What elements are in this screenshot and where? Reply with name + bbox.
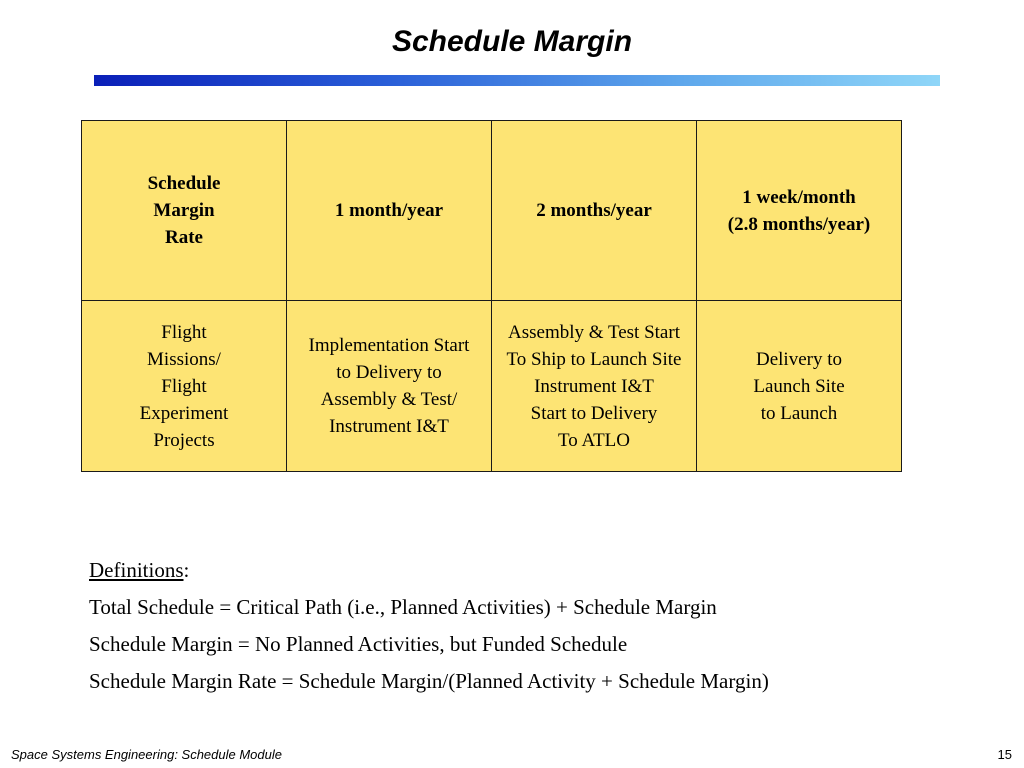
header-cell-1-week-month: 1 week/month (2.8 months/year) xyxy=(697,121,902,301)
header-cell-rate-label: Schedule Margin Rate xyxy=(82,121,287,301)
table-body-row xyxy=(82,301,902,472)
definitions-block xyxy=(89,552,769,700)
footer-page-number: 15 xyxy=(997,747,1012,762)
definitions-heading-line xyxy=(89,552,769,589)
body-cell-implementation-start: Implementation Start to Delivery to Assembly & Test/ Instrument I&T xyxy=(287,301,492,472)
body-cell-delivery-to-launch: Delivery to Launch Site to Launch xyxy=(697,301,902,472)
title-underline-bar xyxy=(94,75,940,86)
body-cell-assembly-test-start: Assembly & Test Start To Ship to Launch Site Instrument I&T Start to Delivery To ATLO xyxy=(492,301,697,472)
definition-schedule-margin: Schedule Margin = No Planned Activities, but Funded Schedule xyxy=(89,632,628,656)
definitions-heading: Definitions xyxy=(89,558,184,582)
definitions-heading-colon: : xyxy=(183,558,190,582)
footer-course-title: Space Systems Engineering: Schedule Module xyxy=(11,747,282,762)
table-header-row xyxy=(82,121,902,301)
body-cell-flight-missions: Flight Missions/ Flight Experiment Projects xyxy=(82,301,287,472)
header-cell-1-month-year: 1 month/year xyxy=(287,121,492,301)
definition-schedule-margin-rate: Schedule Margin Rate = Schedule Margin/(Planned Activity + Schedule Margin) xyxy=(89,669,769,693)
schedule-margin-table xyxy=(81,120,902,472)
slide-title: Schedule Margin xyxy=(391,25,633,58)
header-cell-2-months-year: 2 months/year xyxy=(492,121,697,301)
definition-total-schedule: Total Schedule = Critical Path (i.e., Planned Activities) + Schedule Margin xyxy=(89,595,717,619)
